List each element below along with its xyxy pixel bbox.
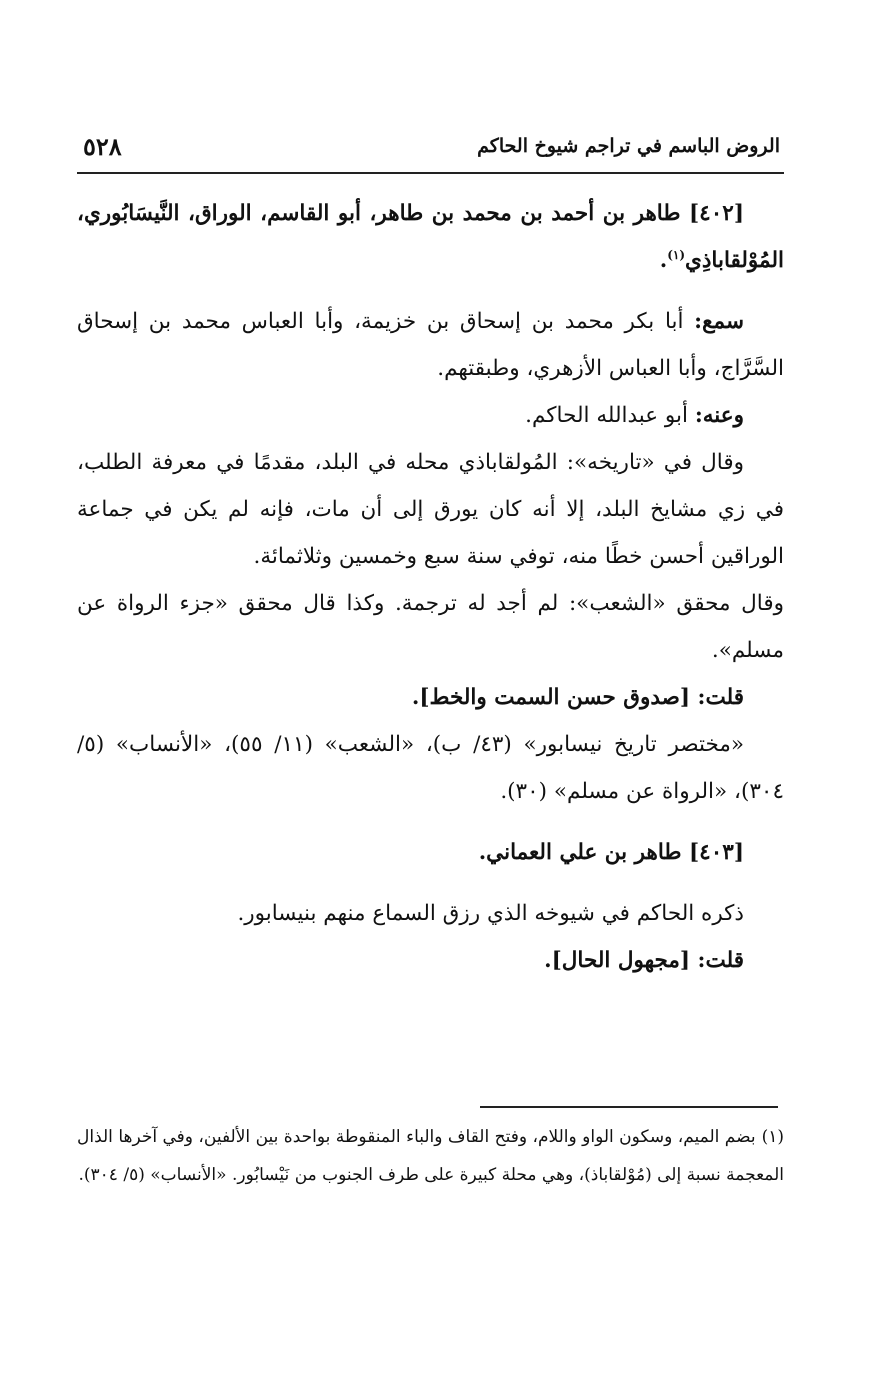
spacer — [77, 284, 784, 298]
footnote-marker: (١) — [667, 247, 686, 262]
running-title: الروض الباسم في تراجم شيوخ الحاكم — [477, 135, 780, 157]
page-number: ٥٢٨ — [83, 131, 122, 161]
entry-402-muhaqqiq: وقال محقق «الشعب»: لم أجد له ترجمة. وكذا قال محقق «جزء الرواة عن مسلم». — [77, 591, 784, 663]
entry-402-sami — [77, 298, 784, 392]
entry-403-heading: [٤٠٣] طاهر بن علي العماني. — [478, 840, 744, 865]
entry-402-anhu — [77, 392, 784, 439]
footnote-paragraph — [77, 1118, 784, 1194]
footnote-text: بضم الميم، وسكون الواو واللام، وفتح القاف والباء المنقوطة بواحدة بين الألفين، وفي آخرها الذال المعجمة نسبة إلى (مُوْلقاباذ)، وهي محلة كبيرة على طرف الجنوب من نَيْسابُور. «الأنساب» (٥/ ٣٠٤). — [77, 1127, 784, 1185]
page-body — [77, 190, 784, 984]
spacer — [77, 815, 784, 829]
header-rule — [77, 172, 784, 174]
entry-402-heading-end: . — [659, 248, 668, 273]
entry-403-text: ذكره الحاكم في شيوخه الذي رزق السماع منهم بنيسابور. — [237, 901, 744, 926]
entry-402-heading-text: [٤٠٢] طاهر بن أحمد بن محمد بن طاهر، أبو القاسم، الوراق، النَّيسَابُوري، المُوْلقاباذِي — [77, 201, 784, 273]
entry-403-qult: قلت: [مجهول الحال]. — [544, 948, 744, 973]
entry-402-sources: «مختصر تاريخ نيسابور» (٤٣/ ب)، «الشعب» (١١/ ٥٥)، «الأنساب» (٥/ ٣٠٤)، «الرواة عن مسلم» (٣٠). — [77, 732, 784, 804]
footnote-rule — [480, 1106, 778, 1108]
entry-402-qult: قلت: [صدوق حسن السمت والخط]. — [411, 685, 744, 710]
entry-402-tarikh: وقال في «تاريخه»: المُولقاباذي محله في البلد، مقدمًا في معرفة الطلب، في زي مشايخ البلد، إلا أنه كان يورق إلى أن مات، فإنه لم يكن في جماعة الوراقين أحسن خطًا منه، توفي سنة سبع وخمسين وثلاثمائة. — [77, 450, 784, 569]
page-header — [83, 128, 780, 164]
anhu-label: وعنه: — [694, 403, 744, 428]
sami-text: أبا بكر محمد بن إسحاق بن خزيمة، وأبا العباس محمد بن إسحاق السَّرَّاج، وأبا العباس الأزهري، وطبقتهم. — [77, 309, 784, 381]
footnote-number: (١) — [761, 1127, 784, 1147]
footnote — [77, 1118, 784, 1194]
entry-402-heading — [77, 190, 784, 284]
anhu-text: أبو عبدالله الحاكم. — [525, 403, 695, 428]
sami-label: سمع: — [694, 309, 744, 334]
spacer — [77, 876, 784, 890]
